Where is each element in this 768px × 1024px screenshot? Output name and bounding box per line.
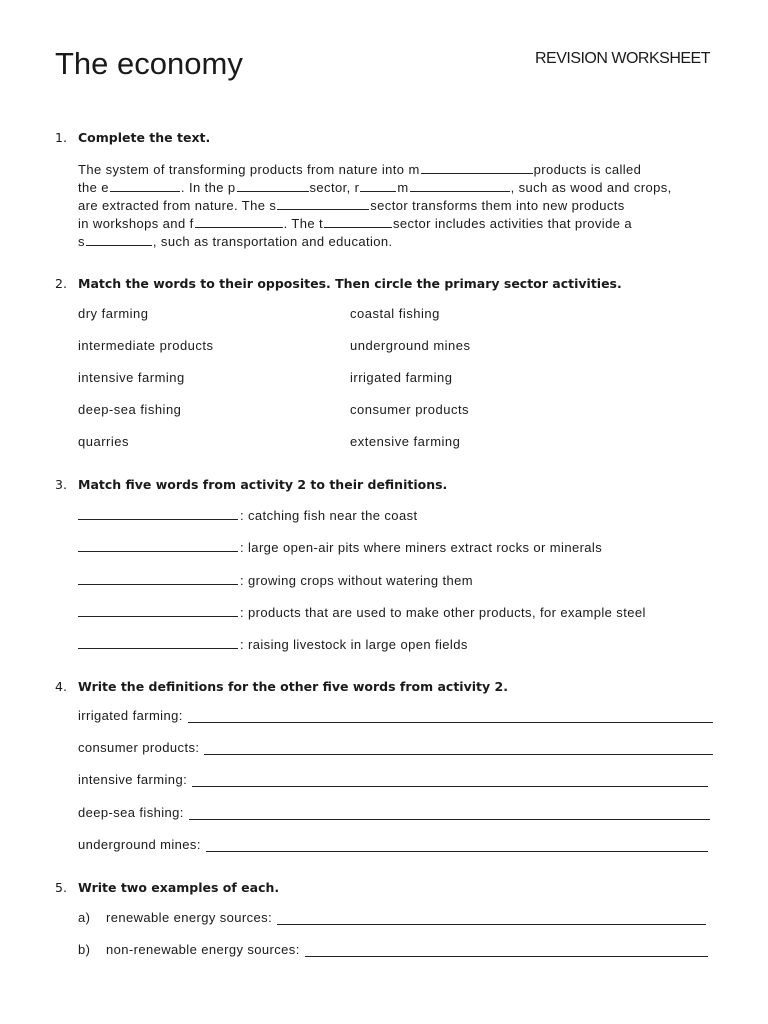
left-word[interactable]: intensive farming (78, 370, 185, 385)
answer-blank[interactable] (78, 604, 238, 617)
cloze-text: . The t (283, 216, 324, 231)
blank-field[interactable] (237, 179, 309, 192)
question-number: 2. (55, 276, 67, 291)
question-number: 4. (55, 679, 67, 694)
answer-line[interactable] (277, 912, 706, 925)
answer-blank[interactable] (78, 636, 238, 649)
answer-blank[interactable] (78, 539, 238, 552)
term-label: deep-sea fishing: (78, 805, 184, 820)
answer-blank[interactable] (78, 572, 238, 585)
cloze-line-1 (78, 161, 641, 177)
term-label: consumer products: (78, 740, 200, 755)
question-text: Write two examples of each. (78, 880, 280, 895)
cloze-text: the e (78, 180, 109, 195)
question-2-heading (55, 276, 622, 291)
definition-text: : products that are used to make other products, for example steel (240, 605, 646, 620)
write-row (78, 805, 710, 820)
right-word[interactable]: consumer products (350, 402, 470, 417)
question-4-heading (55, 679, 508, 694)
question-text: Complete the text. (78, 130, 211, 145)
right-word[interactable]: extensive farming (350, 434, 461, 449)
answer-line[interactable] (206, 839, 708, 852)
term-label: non-renewable energy sources: (106, 942, 300, 957)
cloze-line-3 (78, 197, 625, 213)
write-row (78, 708, 713, 723)
definition-row (78, 604, 646, 620)
question-1-heading (55, 130, 210, 145)
definition-row (78, 507, 417, 523)
question-3-heading (55, 477, 447, 492)
worksheet-label: REVISION WORKSHEET (534, 50, 710, 67)
blank-field[interactable] (277, 197, 369, 210)
right-word[interactable]: underground mines (350, 338, 471, 353)
question-text: Match the words to their opposites. Then circle the primary sector activities. (78, 276, 622, 291)
definition-text: : catching fish near the coast (240, 508, 418, 523)
blank-field[interactable] (86, 233, 152, 246)
answer-line[interactable] (192, 774, 708, 787)
definition-row (78, 636, 468, 652)
answer-line[interactable] (204, 742, 713, 755)
term-label: renewable energy sources: (106, 910, 273, 925)
blank-field[interactable] (195, 215, 283, 228)
right-word[interactable]: coastal fishing (350, 306, 440, 321)
page-title: The economy (55, 46, 243, 81)
cloze-text: sector includes activities that provide a (393, 216, 632, 231)
left-word[interactable]: quarries (78, 434, 129, 449)
write-row (78, 942, 708, 957)
cloze-text: , such as transportation and education. (152, 234, 393, 249)
cloze-text: products is called (533, 162, 642, 177)
blank-field[interactable] (421, 161, 533, 174)
item-prefix: b) (78, 942, 91, 957)
answer-line[interactable] (188, 710, 713, 723)
question-text: Match five words from activity 2 to their definitions. (78, 477, 448, 492)
definition-text: : large open-air pits where miners extract rocks or minerals (240, 540, 603, 555)
write-row (78, 740, 713, 755)
answer-line[interactable] (305, 944, 708, 957)
cloze-text: sector transforms them into new products (370, 198, 625, 213)
question-number: 1. (55, 130, 67, 145)
cloze-line-4 (78, 215, 632, 231)
right-word[interactable]: irrigated farming (350, 370, 453, 385)
cloze-line-5 (78, 233, 393, 249)
cloze-text: . In the p (180, 180, 236, 195)
term-label: underground mines: (78, 837, 201, 852)
write-row (78, 837, 708, 852)
cloze-text: in workshops and f (78, 216, 194, 231)
definition-text: : raising livestock in large open fields (240, 637, 468, 652)
answer-line[interactable] (189, 807, 710, 820)
question-number: 5. (55, 880, 67, 895)
cloze-line-2 (78, 179, 672, 195)
definition-row (78, 539, 602, 555)
blank-field[interactable] (110, 179, 180, 192)
left-word[interactable]: dry farming (78, 306, 149, 321)
blank-field[interactable] (410, 179, 510, 192)
cloze-text: m (397, 180, 409, 195)
cloze-text: s (78, 234, 85, 249)
item-prefix: a) (78, 910, 91, 925)
definition-row (78, 572, 473, 588)
question-text: Write the definitions for the other five words from activity 2. (78, 679, 508, 694)
cloze-text: , such as wood and crops, (510, 180, 672, 195)
write-row (78, 910, 706, 925)
write-row (78, 772, 708, 787)
term-label: irrigated farming: (78, 708, 183, 723)
left-word[interactable]: intermediate products (78, 338, 214, 353)
answer-blank[interactable] (78, 507, 238, 520)
cloze-text: are extracted from nature. The s (78, 198, 277, 213)
cloze-text: sector, r (309, 180, 360, 195)
cloze-text: The system of transforming products from nature into m (78, 162, 420, 177)
term-label: intensive farming: (78, 772, 188, 787)
question-number: 3. (55, 477, 67, 492)
blank-field[interactable] (360, 179, 396, 192)
left-word[interactable]: deep-sea fishing (78, 402, 182, 417)
question-5-heading (55, 880, 279, 895)
blank-field[interactable] (324, 215, 392, 228)
definition-text: : growing crops without watering them (240, 573, 474, 588)
